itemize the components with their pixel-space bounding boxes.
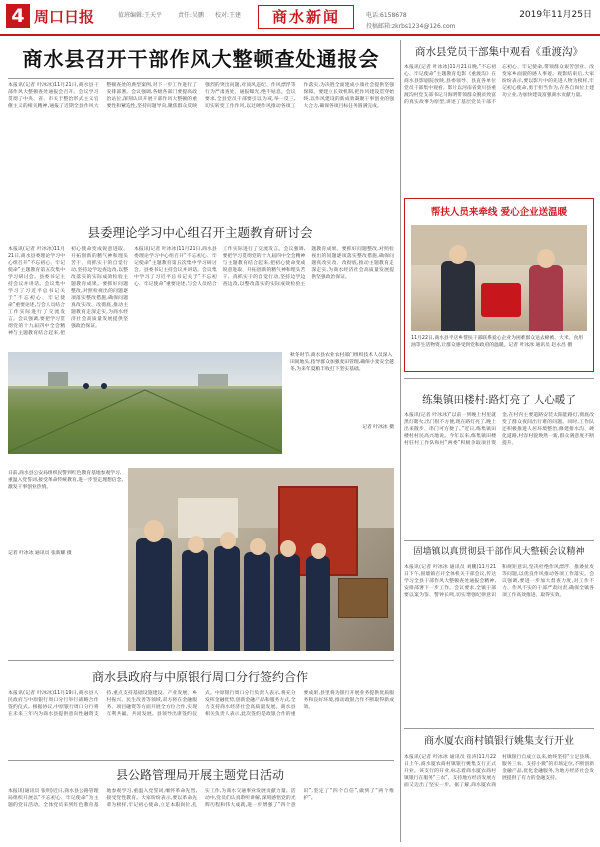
farmland-photo — [8, 352, 282, 454]
lead-rule — [8, 78, 394, 79]
meta-d: 投稿邮箱:zkrbs1234@126.com — [366, 23, 456, 30]
lead-body: 本报讯(记者 叶冰冰)11月21日,商水县干部作风大整顿查处通报会召开。会议学习贯彻了中央、省、市关于整治形式主义官僚主义的相关精神,通报了近期全县作风大整顿查处的典型案例,对下一步工作进行了安排部署。会议强调,各级各部门要提高政治站位,深刻认识开展干部作风大整顿的重要性和紧迫性,坚持问题导向,聚焦群众反映强烈的突出问题,对顶风违纪、作风漂浮等行为严肃查处、通报曝光,绝不姑息。会议要求,全县党员干部要引以为戒,举一反三,切实转变工作作风,以过硬作风推动各项工作落实,为决胜全面建成小康社会提供坚强保障。要建立长效机制,把作风建设贯穿始终,以作风建设的新成效凝聚干事创业的强大合力,确保各项目标任务圆满完成。 — [8, 83, 394, 109]
charity-caption: 11月22日,商水县平店乡帮扶干部联系爱心企业为困难群众送去棉被、大米、食用油等生活物资,让群众感受到党和政府的温暖。记者 叶冰冰 通讯员 赵永昌 摄 — [411, 336, 584, 348]
police-credit: 记者 叶冰冰 通讯员 张新耀 摄 — [8, 551, 72, 556]
theory-body-a: 本报讯(记者 叶冰冰)11月21日,商水县委理论学习中心组召开“不忘初心、牢记使命”主题教育第五次集中学习研讨会。县委书记主持会议并讲话。会议集中学习了习近平总书记关于“不忘初心、牢记使命”重要论述,与会人员结合工作实际进行了交流发言。会议强调,要把学习贯彻党的十九届四中全会精神与主题教育结合起来,把初心使命变成锐意进取、开拓创新的精气神和埋头苦干、真抓实干的自觉行动,坚持边学边查边改,以整改落实的实际成效检验主题教育成果。要抓好问题整改,对照检视出的问题逐项落实整改措施,确保问题真改实改、改彻底,推动主题教育走深走实,为商水经济社会高质量发展提供坚强政治保证。 — [8, 247, 128, 336]
page-number: 4 — [6, 4, 30, 28]
farmland-credit: 记者 叶冰冰 摄 — [362, 425, 394, 430]
bank-rule — [8, 660, 394, 661]
paper-logo: 周口日报 — [34, 8, 95, 26]
masthead — [0, 0, 600, 36]
theory-body-b: 本报讯(记者 叶冰冰)11月21日,商水县委理论学习中心组召开“不忘初心、牢记使命”主题教育第五次集中学习研讨会。县委书记主持会议并讲话。会议集中学习了习近平总书记关于“不忘初心、牢记使命”重要论述,与会人员结合工作实际进行了交流发言。会议强调,要把学习贯彻党的十九届四中全会精神与主题教育结合起来,把初心使命变成锐意进取、开拓创新的精气神和埋头苦干、真抓实干的自觉行动,坚持边学边查边改,以整改落实的实际成效检验主题教育成果。要抓好问题整改,对照检视出的问题逐项落实整改措施,确保问题真改实改、改彻底,推动主题教育走深走实,为商水经济社会高质量发展提供坚强政治保证。 — [134, 247, 394, 287]
right-body-3: 本报讯(记者 叶冰冰 通讯员 刘鹏)11月21日下午,固墙镇召开全体机关干部会议,传达学习全县干部作风大整顿查处通报会精神,安排部署下一步工作。会议要求,全镇干部要以案为鉴、警钟长鸣,切实增强纪律意识和规矩意识,坚决杜绝作风漂浮、推诿扯皮等问题,以优良作风推动各项工作落实。会议强调,要进一步加大督查力度,对工作不力、作风不实的干部严肃问责,确保全镇各项工作高效推进、取得实效。 — [404, 565, 594, 598]
farmland-caption: 秋冬时节,商水县农业农村部门组织技术人员深入田间地头,指导群众加强麦田管理,确保小麦安全越冬,为来年夏粮丰收打下坚实基础。 — [290, 353, 394, 372]
right-rule-4 — [404, 728, 594, 729]
right-body-2: 本报讯(记者 叶冰冰)“以前一到晚上村里就黑灯瞎火,出门很不方便,现在路灯亮了,晚上出来散步、串门可方便了。”近日,练集镇田楼村村民高兴地说。今年以来,练集镇田楼村驻村工作队和村“两委”积极争取项目资金,在村内主要道路安装太阳能路灯,彻底改变了群众夜间出行难的问题。同时,工作队还积极推进人居环境整治,修建排水沟、硬化道路,村容村貌焕然一新,群众满意度不断提升。 — [404, 413, 594, 446]
bank-body: 本报讯(记者 叶冰冰)11月19日,商水县人民政府与中原银行周口分行举行战略合作签约仪式。根据协议,中原银行周口分行将在未来三年内为商水县提供意向性融资支持,重点支持基础设施建设、产业发展、乡村振兴、民生改善等领域,双方将在金融服务、项目融资等方面开展全方位合作,实现互利共赢、共同发展。县领导出席签约仪式。中原银行周口分行负责人表示,将充分发挥金融优势,创新金融产品和服务方式,全力支持商水经济社会高质量发展。商水县相关负责人表示,此次签约是政银合作的重要成果,县里将为银行开展业务提供优质服务和良好环境,推动政银合作不断取得新成效。 — [8, 691, 394, 717]
legal-headline: 县公路管理局开展主题党日活动 — [115, 768, 284, 782]
meta-a: 责任:吴鹏 — [178, 12, 205, 19]
right-headline-3: 固墙镇以真贯彻县干部作风大整顿会议精神 — [413, 547, 585, 557]
police-photo — [128, 468, 394, 651]
right-headline-1: 商水县党员干部集中观看《重渡沟》 — [415, 46, 583, 58]
police-caption: 日前,商水县公安局组织民警到红色教育基地参观学习,重温入党誓词,接受革命传统教育,进一步坚定理想信念,激发干事创业热情。 — [8, 471, 123, 490]
bank-headline: 商水县政府与中原银行周口分行签约合作 — [91, 670, 308, 684]
right-rule-2 — [404, 378, 594, 379]
legal-rule — [8, 760, 394, 761]
right-body-1: 本报讯(记者 叶冰冰)11月21日晚,“不忘初心、牢记使命”主题教育电影《重渡沟》在商水县影剧院放映,县委领导、县直各单位党员干部集中观看。影片以河南省栾川县重渡沟村党支部书记马海明带领群众脱贫致富的真实故事为原型,讲述了基层党员干部不忘初心、牢记使命,带领群众艰苦创业、改变家乡面貌的感人事迹。观影结束后,大家纷纷表示,要以影片中的先进人物为榜样,牢记初心使命,勇于担当作为,在各自岗位上建功立业,为加快建设富强商水贡献力量。 — [404, 65, 594, 105]
editor-line: 值班编辑:王天平 — [118, 12, 163, 19]
section-title: 商水新闻 — [258, 5, 354, 29]
legal-body: 本报讯(通讯员 张明)近日,商水县公路管理局组织开展以“不忘初心、牢记使命”为主题的党日活动。全体党员来到红色教育基地参观学习,重温入党誓词,缅怀革命先烈,接受党性教育。大家纷纷表示,要以革命先辈为榜样,牢记初心使命,立足本职岗位,扎实工作,为商水交通事业发展贡献力量。活动中,党员们认真聆听讲解,深刻感悟党的光辉历程和伟大成就,进一步增强了“四个意识”,坚定了“四个自信”,做到了“两个维护”。 — [8, 789, 394, 808]
meta-b: 校对:王建 — [215, 12, 242, 19]
charity-headline: 帮扶人员来牵线 爱心企业送温暖 — [430, 207, 568, 218]
column-divider — [400, 40, 401, 842]
meta-c: 电话:6158678 — [366, 12, 407, 19]
right-headline-2: 练集镇田楼村:路灯亮了 人心暖了 — [422, 394, 576, 406]
charity-box — [404, 198, 594, 372]
issue-date: 2019年11月25日 — [519, 10, 592, 20]
theory-headline: 县委理论学习中心组召开主题教育研讨会 — [87, 225, 313, 240]
right-headline-4: 商水厦农商村镇银行姚集支行开业 — [424, 736, 574, 747]
right-rule-3 — [404, 540, 594, 541]
right-body-4: 本报讯(记者 叶冰冰 通讯员 崔涛)11月22日上午,商水厦农商村镇银行姚集支行正式开业。该支行的开业,标志着商水厦农商村镇银行在服务“三农”、支持地方经济发展方面又迈出了坚实一步。据了解,商水厦农商村镇银行自成立以来,始终坚持“立足县域、服务三农、支持小微”的市场定位,不断创新金融产品,优化金融服务,为地方经济社会发展提供了有力的金融支持。 — [404, 755, 594, 788]
farmland-illustration — [8, 352, 282, 454]
lead-headline: 商水县召开干部作风大整顿查处通报会 — [22, 47, 380, 71]
charity-photo — [411, 225, 587, 331]
